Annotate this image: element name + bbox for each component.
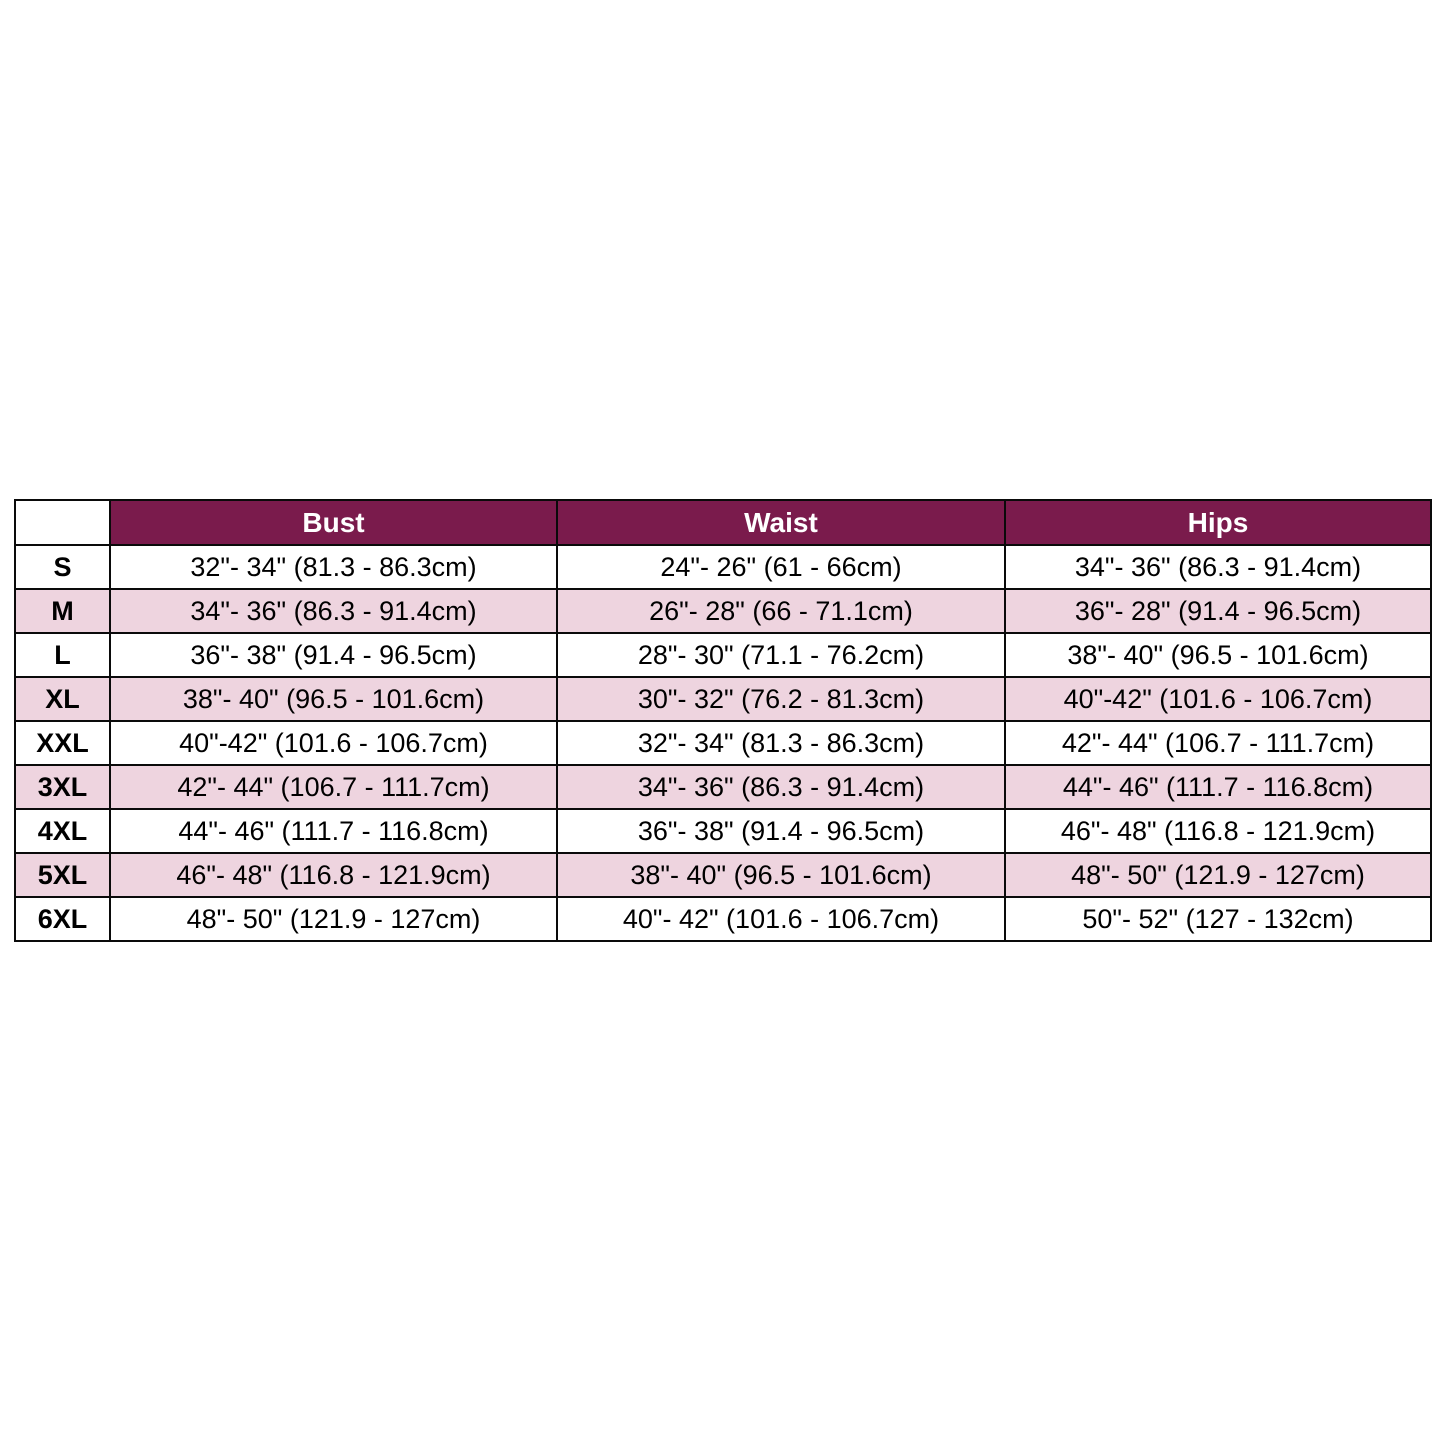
hips-cell: 38"- 40" (96.5 - 101.6cm) xyxy=(1005,633,1431,677)
table-row-xl xyxy=(15,677,1431,721)
table-row-xxl xyxy=(15,721,1431,765)
waist-cell: 36"- 38" (91.4 - 96.5cm) xyxy=(557,809,1005,853)
size-label: S xyxy=(15,545,110,589)
size-label: 5XL xyxy=(15,853,110,897)
header-row xyxy=(15,500,1431,545)
table-header xyxy=(15,500,1431,545)
column-header-hips: Hips xyxy=(1005,500,1431,545)
waist-cell: 24"- 26" (61 - 66cm) xyxy=(557,545,1005,589)
waist-cell: 32"- 34" (81.3 - 86.3cm) xyxy=(557,721,1005,765)
hips-cell: 34"- 36" (86.3 - 91.4cm) xyxy=(1005,545,1431,589)
bust-cell: 46"- 48" (116.8 - 121.9cm) xyxy=(110,853,557,897)
column-header-bust: Bust xyxy=(110,500,557,545)
bust-cell: 40"-42" (101.6 - 106.7cm) xyxy=(110,721,557,765)
size-chart xyxy=(14,499,1432,942)
waist-cell: 40"- 42" (101.6 - 106.7cm) xyxy=(557,897,1005,941)
hips-cell: 48"- 50" (121.9 - 127cm) xyxy=(1005,853,1431,897)
bust-cell: 38"- 40" (96.5 - 101.6cm) xyxy=(110,677,557,721)
table-row-m xyxy=(15,589,1431,633)
hips-cell: 50"- 52" (127 - 132cm) xyxy=(1005,897,1431,941)
size-label: M xyxy=(15,589,110,633)
table-row-6xl xyxy=(15,897,1431,941)
size-label: XL xyxy=(15,677,110,721)
hips-cell: 42"- 44" (106.7 - 111.7cm) xyxy=(1005,721,1431,765)
table-row-3xl xyxy=(15,765,1431,809)
table-row-l xyxy=(15,633,1431,677)
waist-cell: 30"- 32" (76.2 - 81.3cm) xyxy=(557,677,1005,721)
hips-cell: 40"-42" (101.6 - 106.7cm) xyxy=(1005,677,1431,721)
bust-cell: 32"- 34" (81.3 - 86.3cm) xyxy=(110,545,557,589)
hips-cell: 44"- 46" (111.7 - 116.8cm) xyxy=(1005,765,1431,809)
size-label: XXL xyxy=(15,721,110,765)
table-body xyxy=(15,545,1431,941)
column-header-waist: Waist xyxy=(557,500,1005,545)
size-label: 6XL xyxy=(15,897,110,941)
size-label: L xyxy=(15,633,110,677)
hips-cell: 36"- 28" (91.4 - 96.5cm) xyxy=(1005,589,1431,633)
waist-cell: 38"- 40" (96.5 - 101.6cm) xyxy=(557,853,1005,897)
table-row-4xl xyxy=(15,809,1431,853)
bust-cell: 44"- 46" (111.7 - 116.8cm) xyxy=(110,809,557,853)
size-chart-table xyxy=(14,499,1432,942)
waist-cell: 28"- 30" (71.1 - 76.2cm) xyxy=(557,633,1005,677)
size-label: 4XL xyxy=(15,809,110,853)
waist-cell: 34"- 36" (86.3 - 91.4cm) xyxy=(557,765,1005,809)
bust-cell: 34"- 36" (86.3 - 91.4cm) xyxy=(110,589,557,633)
corner-header-cell xyxy=(15,500,110,545)
size-label: 3XL xyxy=(15,765,110,809)
table-row-s xyxy=(15,545,1431,589)
bust-cell: 48"- 50" (121.9 - 127cm) xyxy=(110,897,557,941)
hips-cell: 46"- 48" (116.8 - 121.9cm) xyxy=(1005,809,1431,853)
waist-cell: 26"- 28" (66 - 71.1cm) xyxy=(557,589,1005,633)
table-row-5xl xyxy=(15,853,1431,897)
bust-cell: 42"- 44" (106.7 - 111.7cm) xyxy=(110,765,557,809)
bust-cell: 36"- 38" (91.4 - 96.5cm) xyxy=(110,633,557,677)
